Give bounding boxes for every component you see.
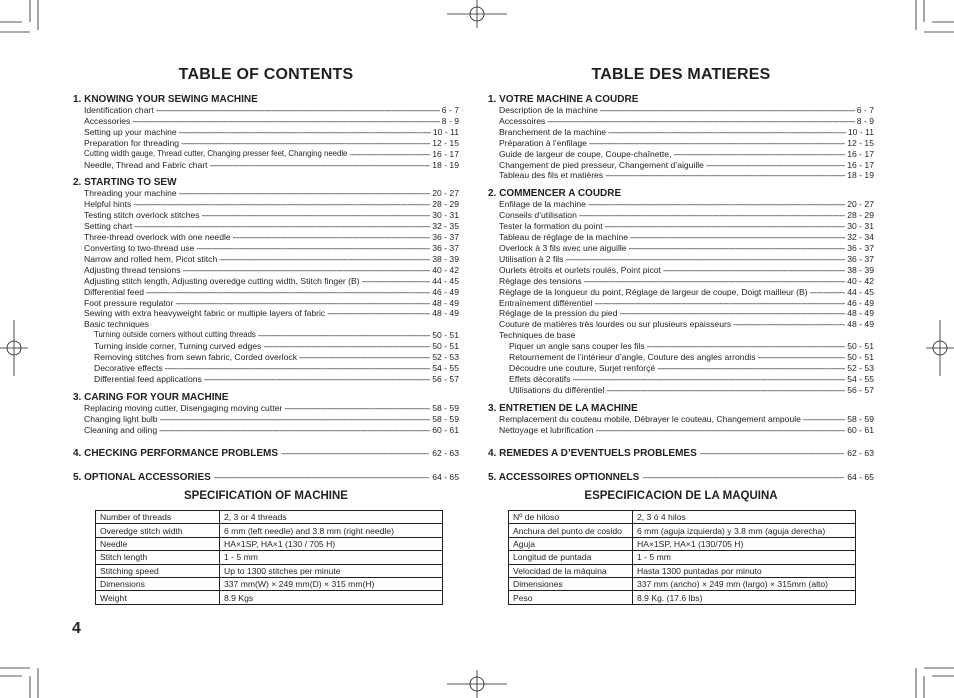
dot-leader	[132, 116, 439, 127]
entry-label: Conseils d’utilisation	[499, 210, 577, 221]
spec-value: 8.9 Kgs	[220, 591, 443, 604]
entry-label: Helpful hints	[84, 199, 132, 210]
dot-leader	[204, 374, 430, 385]
toc-sections	[73, 94, 459, 483]
entry-pages: 36 - 37	[847, 253, 874, 264]
toc-entry	[488, 221, 874, 232]
entry-pages: 32 - 35	[432, 221, 459, 232]
toc-entry	[73, 116, 459, 127]
toc-entry	[73, 199, 459, 210]
dot-leader	[588, 199, 845, 210]
dot-leader	[133, 199, 430, 210]
dot-leader	[663, 265, 845, 276]
spec-row	[96, 537, 443, 550]
toc-entry	[73, 425, 459, 436]
dot-leader	[608, 127, 846, 138]
toc-entry	[73, 254, 459, 265]
spec-value: 6 mm (left needle) and 3.8 mm (right needle)	[220, 524, 443, 537]
entry-pages: 30 - 31	[432, 210, 459, 221]
section-heading: 1. KNOWING YOUR SEWING MACHINE	[73, 94, 258, 105]
toc-entry	[488, 308, 874, 319]
entry-label: Découdre une couture, Surjet renforçé	[509, 362, 656, 373]
spec-value: HA×1SP, HA×1 (130 / 705 H)	[220, 537, 443, 550]
toc-entry	[73, 243, 459, 254]
spec-label: Number of threads	[96, 511, 220, 524]
entry-label: Réglage de la pression du pied	[499, 308, 618, 319]
spec-label: Longitud de puntada	[509, 551, 633, 564]
toc-sections	[488, 94, 874, 483]
dot-leader	[181, 138, 430, 149]
entry-label: 4. CHECKING PERFORMANCE PROBLEMS	[73, 448, 279, 460]
toc-entry	[73, 221, 459, 232]
dot-leader	[263, 341, 430, 352]
dot-leader	[175, 298, 430, 309]
entry-pages: 20 - 27	[847, 199, 874, 210]
entry-label: Guide de largeur de coupe, Coupe-chaînette,	[499, 148, 672, 159]
entry-pages: 28 - 29	[432, 199, 459, 210]
entry-label: Setting up your machine	[84, 126, 177, 137]
entry-pages: 30 - 31	[847, 221, 874, 232]
entry-pages: 16 - 17	[432, 148, 459, 159]
entry-pages: 58 - 59	[432, 413, 459, 424]
toc-main-entry	[73, 448, 459, 459]
entry-label: Remplacement du couteau mobile, Débrayer le couteau, Changement ampoule	[499, 413, 801, 424]
entry-label: Nettoyage et lubrification	[499, 424, 594, 435]
entry-label: Converting to two-thread use	[84, 242, 195, 253]
entry-pages: 48 - 49	[847, 308, 874, 319]
dot-leader	[706, 160, 845, 171]
dot-leader	[673, 149, 845, 160]
dot-leader	[589, 138, 845, 149]
entry-pages: 62 - 63	[432, 448, 459, 459]
dot-leader	[733, 319, 845, 330]
entry-label: Entraînement différentiel	[499, 297, 593, 308]
toc-entry	[73, 138, 459, 149]
spec-label: Overedge stitch width	[96, 524, 220, 537]
toc-entry	[73, 127, 459, 138]
spec-label: Aguja	[509, 537, 633, 550]
entry-pages: 40 - 42	[432, 264, 459, 275]
toc-entry	[488, 385, 874, 396]
spec-row	[96, 524, 443, 537]
entry-label: Enfilage de la machine	[499, 199, 586, 210]
toc-entry	[488, 160, 874, 171]
entry-label: Cutting width gauge, Thread cutter, Changing presser feet, Changing needle	[84, 148, 348, 158]
toc-entry	[488, 116, 874, 127]
toc-entry	[488, 170, 874, 181]
entry-pages: 38 - 39	[432, 253, 459, 264]
entry-label: Adjusting stitch length, Adjusting overedge cutting width, Stitch finger (B)	[84, 275, 360, 286]
entry-label: Description de la machine	[499, 105, 598, 115]
entry-label: Tester la formation du point	[499, 221, 603, 232]
entry-pages: 54 - 55	[847, 373, 874, 384]
toc-entry	[73, 276, 459, 287]
toc-main-entry	[73, 472, 459, 483]
entry-pages: 8 - 9	[441, 115, 459, 126]
toc-entry	[488, 265, 874, 276]
dot-leader	[156, 105, 440, 116]
entry-label: Utilisations du différentiel	[509, 384, 605, 395]
dot-leader	[160, 414, 431, 425]
dot-leader	[183, 265, 431, 276]
dot-leader	[572, 374, 845, 385]
spec-row	[509, 551, 856, 564]
entry-label: Preparation for threading	[84, 137, 180, 148]
entry-label: Removing stitches from sewn fabric, Corded overlock	[94, 352, 297, 363]
entry-pages: 20 - 27	[432, 188, 459, 199]
entry-label: Foot pressure regulator	[84, 297, 174, 308]
spec-value: Up to 1300 stitches per minute	[220, 564, 443, 577]
toc-entry	[488, 425, 874, 436]
entry-pages: 62 - 63	[847, 448, 874, 459]
entry-pages: 44 - 45	[847, 286, 874, 297]
entry-label: Replacing moving cutter, Disengaging moving cutter	[84, 402, 283, 413]
toc-entry	[488, 341, 874, 352]
toc-entry	[488, 276, 874, 287]
spec-label: Weight	[96, 591, 220, 604]
dot-leader	[219, 254, 430, 265]
dot-leader	[642, 472, 844, 483]
spec-value: 2, 3 or 4 threads	[220, 511, 443, 524]
entry-label: Differential feed applications	[94, 373, 202, 384]
spec-label: Anchura del punto de cosido	[509, 524, 633, 537]
entry-label: Effets décoratifs	[509, 373, 571, 384]
dot-leader	[179, 188, 431, 199]
dot-leader	[810, 287, 846, 298]
toc-entry	[73, 188, 459, 199]
entry-label: 4. REMEDES A D’EVENTUELS PROBLEMES	[488, 448, 697, 460]
spec-row	[509, 591, 856, 604]
entry-label: Decorative effects	[94, 362, 163, 373]
entry-pages: 58 - 59	[847, 413, 874, 424]
toc-entry	[488, 414, 874, 425]
entry-label: Retournement de l’intérieur d’angle, Couture des angles arrondis	[509, 352, 756, 363]
entry-pages: 18 - 19	[432, 159, 459, 170]
entry-pages: 12 - 15	[847, 137, 874, 148]
dot-leader	[579, 210, 845, 221]
toc-entry	[73, 298, 459, 309]
spec-value: Hasta 1300 puntadas por minuto	[633, 564, 856, 577]
entry-label: 5. ACCESSOIRES OPTIONNELS	[488, 472, 640, 484]
entry-pages: 18 - 19	[847, 170, 874, 181]
spec-label: Nº de hiloso	[509, 511, 633, 524]
dot-leader	[349, 149, 430, 160]
toc-entry	[488, 232, 874, 243]
spec-value: 6 mm (aguja izquierda) y 3.8 mm (aguja derecha)	[633, 524, 856, 537]
spec-label: Needle	[96, 537, 220, 550]
entry-label: Piquer un angle sans couper les fils	[509, 341, 645, 352]
dot-leader	[803, 414, 845, 425]
dot-leader	[700, 448, 844, 459]
dot-leader	[258, 330, 430, 341]
toc-entry	[488, 243, 874, 254]
entry-pages: 10 - 11	[847, 126, 874, 137]
entry-pages: 52 - 53	[432, 352, 459, 363]
dot-leader	[299, 352, 430, 363]
toc-entry	[488, 149, 874, 160]
spec-row	[509, 577, 856, 590]
spec-title: SPECIFICATION OF MACHINE	[184, 490, 348, 502]
dot-leader	[605, 170, 845, 181]
spec-row	[509, 537, 856, 550]
entry-label: Cleaning and oiling	[84, 424, 158, 435]
entry-label: Overlock à 3 fils avec une aiguille	[499, 242, 627, 253]
entry-pages: 64 - 65	[432, 472, 459, 483]
toc-entry	[73, 363, 459, 374]
entry-pages: 6 - 7	[441, 105, 459, 115]
spec-value: 337 mm(W) × 249 mm(D) × 315 mm(H)	[220, 577, 443, 590]
dot-leader	[214, 472, 429, 483]
entry-label: Changing light bulb	[84, 413, 158, 424]
toc-main-entry	[488, 448, 874, 459]
toc-entry	[73, 374, 459, 385]
spec-value: 8.9 Kg. (17.6 lbs)	[633, 591, 856, 604]
toc-entry	[488, 319, 874, 330]
entry-label: Changement de pied presseur, Changement d’aiguille	[499, 159, 704, 170]
dot-leader	[594, 298, 845, 309]
spec-label: Stitch length	[96, 551, 220, 564]
entry-pages: 36 - 37	[432, 242, 459, 253]
entry-label: Identification chart	[84, 105, 154, 115]
toc-entry	[488, 287, 874, 298]
toc-entry	[488, 254, 874, 265]
toc-entry	[73, 287, 459, 298]
toc-english	[73, 64, 459, 483]
entry-pages: 48 - 49	[432, 308, 459, 319]
entry-pages: 60 - 61	[847, 424, 874, 435]
entry-pages: 8 - 9	[856, 115, 874, 126]
dot-leader	[179, 127, 431, 138]
dot-leader	[629, 243, 846, 254]
entry-label: Tableau des fils et matières	[499, 170, 604, 181]
dot-leader	[159, 425, 430, 436]
toc-entry	[488, 210, 874, 221]
dot-leader	[165, 363, 431, 374]
entry-pages: 60 - 61	[432, 424, 459, 435]
entry-label: Needle, Thread and Fabric chart	[84, 159, 208, 170]
entry-pages: 38 - 39	[847, 264, 874, 275]
entry-pages: 58 - 59	[432, 402, 459, 413]
entry-label: Réglage des tensions	[499, 275, 582, 286]
spec-row	[509, 524, 856, 537]
dot-leader	[233, 232, 431, 243]
spec-value: 337 mm (ancho) × 249 mm (largo) × 315mm (alto)	[633, 577, 856, 590]
toc-entry	[488, 330, 874, 341]
entry-label: Adjusting thread tensions	[84, 264, 181, 275]
dot-leader	[146, 287, 430, 298]
toc-entry	[488, 105, 874, 116]
toc-main-entry	[488, 472, 874, 483]
toc-entry	[73, 210, 459, 221]
spec-row	[96, 551, 443, 564]
spec-label: Velocidad de la máquina	[509, 564, 633, 577]
entry-pages: 52 - 53	[847, 362, 874, 373]
entry-label: Setting chart	[84, 221, 133, 232]
dot-leader	[284, 403, 430, 414]
dot-leader	[327, 308, 430, 319]
entry-label: Branchement de la machine	[499, 126, 607, 137]
spec-label: Peso	[509, 591, 633, 604]
dot-leader	[362, 276, 431, 287]
toc-entry	[73, 308, 459, 319]
dot-leader	[202, 210, 431, 221]
entry-label: Narrow and rolled hem, Picot stitch	[84, 253, 218, 264]
dot-leader	[758, 352, 846, 363]
entry-label: Threading your machine	[84, 188, 177, 199]
entry-pages: 48 - 49	[432, 297, 459, 308]
dot-leader	[210, 160, 431, 171]
entry-label: Differential feed	[84, 286, 145, 297]
dot-leader	[657, 363, 845, 374]
entry-label: Testing stitch overlock stitches	[84, 210, 200, 221]
entry-pages: 40 - 42	[847, 275, 874, 286]
section-heading: 2. STARTING TO SEW	[73, 177, 177, 189]
section-heading: 3. ENTRETIEN DE LA MACHINE	[488, 402, 638, 414]
entry-label: 5. OPTIONAL ACCESSORIES	[73, 472, 211, 484]
entry-label: Basic techniques	[84, 319, 149, 330]
entry-pages: 54 - 55	[432, 362, 459, 373]
entry-pages: 50 - 51	[847, 352, 874, 363]
dot-leader	[196, 243, 430, 254]
page-number: 4	[72, 620, 81, 637]
toc-title: TABLE DES MATIERES	[591, 66, 771, 83]
entry-pages: 50 - 51	[432, 341, 459, 352]
toc-entry	[73, 352, 459, 363]
entry-pages: 36 - 37	[847, 242, 874, 253]
entry-pages: 16 - 17	[847, 148, 874, 159]
entry-label: Sewing with extra heavyweight fabric or multiple layers of fabric	[84, 308, 326, 319]
entry-pages: 16 - 17	[847, 159, 874, 170]
toc-entry	[488, 374, 874, 385]
entry-pages: 56 - 57	[847, 384, 874, 395]
dot-leader	[281, 448, 429, 459]
entry-label: Préparation à l’enfilage	[499, 137, 587, 148]
section-heading: 2. COMMENCER A COUDRE	[488, 188, 622, 200]
section-heading: 3. CARING FOR YOUR MACHINE	[73, 391, 229, 403]
toc-entry	[73, 149, 459, 160]
entry-pages: 28 - 29	[847, 210, 874, 221]
dot-leader	[630, 232, 845, 243]
toc-entry	[73, 319, 459, 330]
toc-title: TABLE OF CONTENTS	[178, 66, 354, 83]
entry-label: Accessoires	[499, 115, 546, 126]
entry-pages: 48 - 49	[847, 319, 874, 330]
toc-entry	[488, 298, 874, 309]
toc-entry	[73, 105, 459, 116]
spec-table	[95, 510, 443, 605]
spec-title: ESPECIFICACION DE LA MAQUINA	[584, 490, 778, 502]
toc-entry	[488, 363, 874, 374]
toc-entry	[488, 138, 874, 149]
spec-row	[96, 591, 443, 604]
dot-leader	[647, 341, 846, 352]
spec-label: Stitching speed	[96, 564, 220, 577]
toc-entry	[488, 199, 874, 210]
entry-label: Turning inside corner, Turning curved edges	[94, 341, 262, 352]
dot-leader	[584, 276, 846, 287]
entry-label: Tableau de réglage de la machine	[499, 232, 628, 243]
entry-pages: 50 - 51	[432, 330, 459, 341]
entry-label: Réglage de la longueur du point, Réglage de largeur de coupe, Doigt mailleur (B)	[499, 286, 808, 297]
entry-label: Techniques de base	[499, 330, 576, 341]
entry-pages: 46 - 49	[847, 297, 874, 308]
entry-label: Utilisation à 2 fils	[499, 253, 564, 264]
dot-leader	[606, 385, 845, 396]
dot-leader	[620, 308, 846, 319]
spec-value: HA×1SP, HA×1 (130/705 H)	[633, 537, 856, 550]
entry-pages: 64 - 65	[847, 472, 874, 483]
toc-entry	[73, 341, 459, 352]
entry-label: Couture de matières très lourdes ou sur plusieurs epaisseurs	[499, 319, 732, 330]
dot-leader	[565, 254, 845, 265]
toc-entry	[73, 414, 459, 425]
entry-pages: 36 - 37	[432, 232, 459, 243]
toc-french	[488, 64, 874, 483]
spec-row	[509, 511, 856, 524]
toc-entry	[488, 352, 874, 363]
spec-row	[96, 511, 443, 524]
spec-value: 1 - 5 mm	[220, 551, 443, 564]
entry-pages: 6 - 7	[856, 105, 874, 115]
section-heading: 1. VOTRE MACHINE A COUDRE	[488, 94, 639, 105]
spec-table	[508, 510, 856, 605]
spec-row	[96, 577, 443, 590]
dot-leader	[547, 116, 854, 127]
entry-pages: 10 - 11	[432, 126, 459, 137]
dot-leader	[600, 105, 855, 116]
entry-pages: 50 - 51	[847, 341, 874, 352]
spec-label: Dimensiones	[509, 577, 633, 590]
entry-label: Turning outside corners without cutting threads	[94, 330, 256, 340]
spec-label: Dimensions	[96, 577, 220, 590]
entry-label: Accessories	[84, 115, 131, 126]
dot-leader	[134, 221, 430, 232]
toc-entry	[73, 232, 459, 243]
spec-value: 2, 3 ó 4 hilos	[633, 511, 856, 524]
entry-pages: 12 - 15	[432, 137, 459, 148]
dot-leader	[596, 425, 846, 436]
entry-label: Ourlets étroits et ourlets roulés, Point picot	[499, 264, 661, 275]
spec-row	[509, 564, 856, 577]
toc-entry	[73, 265, 459, 276]
toc-entry	[73, 403, 459, 414]
spec-value: 1 - 5 mm	[633, 551, 856, 564]
dot-leader	[605, 221, 846, 232]
entry-pages: 44 - 45	[432, 275, 459, 286]
entry-label: Three-thread overlock with one needle	[84, 232, 231, 243]
entry-pages: 32 - 34	[847, 232, 874, 243]
toc-entry	[73, 330, 459, 341]
spec-row	[96, 564, 443, 577]
toc-entry	[73, 160, 459, 171]
entry-pages: 56 - 57	[432, 373, 459, 384]
toc-entry	[488, 127, 874, 138]
entry-pages: 46 - 49	[432, 286, 459, 297]
